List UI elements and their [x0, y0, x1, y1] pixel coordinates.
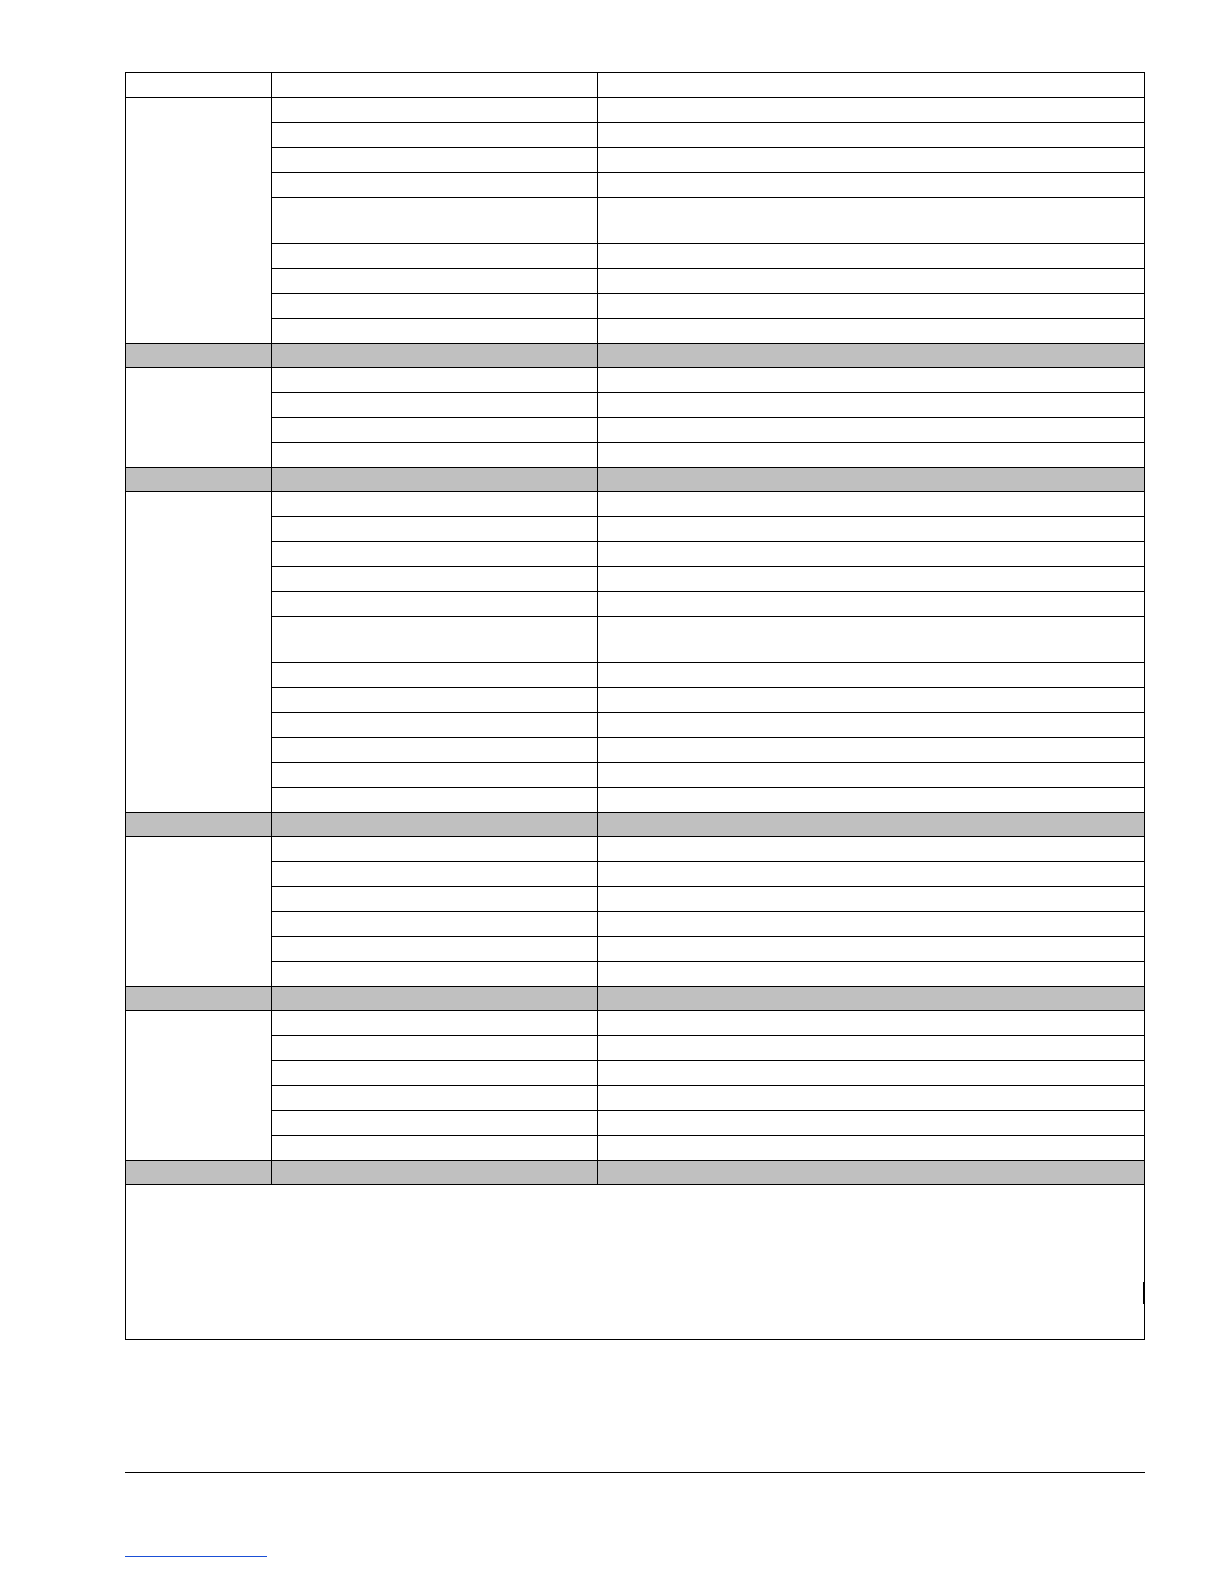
item-cell	[272, 1086, 598, 1111]
item-cell	[272, 713, 598, 738]
band-cell	[272, 813, 598, 837]
item-cell	[272, 837, 598, 862]
value-cell	[598, 788, 1145, 813]
notes-cell	[126, 1185, 1145, 1340]
value-cell	[598, 1011, 1145, 1036]
table-row	[126, 443, 1145, 468]
table-row	[126, 1111, 1145, 1136]
value-cell	[598, 517, 1145, 542]
section-band-row	[126, 987, 1145, 1011]
section-label-cell	[126, 837, 272, 987]
form-table-body	[126, 73, 1145, 1340]
item-cell	[272, 592, 598, 617]
item-cell	[272, 912, 598, 937]
item-cell	[272, 663, 598, 688]
table-row	[126, 173, 1145, 198]
value-cell	[598, 663, 1145, 688]
band-cell	[272, 987, 598, 1011]
table-row	[126, 148, 1145, 173]
table-row	[126, 294, 1145, 319]
value-cell	[598, 443, 1145, 468]
item-cell	[272, 198, 598, 244]
item-cell	[272, 173, 598, 198]
value-cell	[598, 763, 1145, 788]
table-row	[126, 198, 1145, 244]
value-cell	[598, 592, 1145, 617]
value-cell	[598, 887, 1145, 912]
section-band-row	[126, 1161, 1145, 1185]
table-row	[126, 592, 1145, 617]
item-cell	[272, 788, 598, 813]
value-cell	[598, 738, 1145, 763]
item-cell	[272, 319, 598, 344]
table-row	[126, 1061, 1145, 1086]
item-cell	[272, 123, 598, 148]
value-cell	[598, 418, 1145, 443]
band-cell	[126, 987, 272, 1011]
item-cell	[272, 269, 598, 294]
table-row	[126, 368, 1145, 393]
section-band-row	[126, 468, 1145, 492]
item-cell	[272, 98, 598, 123]
form-table	[125, 72, 1145, 1340]
band-cell	[598, 1161, 1145, 1185]
table-row	[126, 837, 1145, 862]
band-cell	[126, 468, 272, 492]
item-cell	[272, 542, 598, 567]
value-cell	[598, 937, 1145, 962]
footer-rule	[125, 1472, 1145, 1473]
band-cell	[126, 1161, 272, 1185]
item-cell	[272, 688, 598, 713]
value-cell	[598, 1061, 1145, 1086]
table-row	[126, 763, 1145, 788]
value-cell	[598, 393, 1145, 418]
item-cell	[272, 294, 598, 319]
item-cell	[272, 937, 598, 962]
value-cell	[598, 617, 1145, 663]
value-cell	[598, 567, 1145, 592]
table-row	[126, 269, 1145, 294]
table-row	[126, 244, 1145, 269]
value-cell	[598, 688, 1145, 713]
item-cell	[272, 567, 598, 592]
table-row	[126, 962, 1145, 987]
table-row	[126, 937, 1145, 962]
table-row	[126, 862, 1145, 887]
header-cell-item	[272, 73, 598, 98]
table-row	[126, 1136, 1145, 1161]
table-row	[126, 788, 1145, 813]
section-label-cell	[126, 1011, 272, 1161]
table-row	[126, 567, 1145, 592]
table-row	[126, 1011, 1145, 1036]
section-band-row	[126, 344, 1145, 368]
item-cell	[272, 368, 598, 393]
value-cell	[598, 368, 1145, 393]
value-cell	[598, 123, 1145, 148]
item-cell	[272, 1061, 598, 1086]
item-cell	[272, 1111, 598, 1136]
item-cell	[272, 1036, 598, 1061]
table-row	[126, 887, 1145, 912]
section-band-row	[126, 813, 1145, 837]
item-cell	[272, 962, 598, 987]
value-cell	[598, 862, 1145, 887]
band-cell	[598, 344, 1145, 368]
item-cell	[272, 1136, 598, 1161]
band-cell	[598, 468, 1145, 492]
value-cell	[598, 294, 1145, 319]
value-cell	[598, 98, 1145, 123]
value-cell	[598, 492, 1145, 517]
band-cell	[272, 468, 598, 492]
value-cell	[598, 269, 1145, 294]
band-cell	[126, 813, 272, 837]
table-row	[126, 1036, 1145, 1061]
header-cell-section	[126, 73, 272, 98]
table-row	[126, 492, 1145, 517]
item-cell	[272, 517, 598, 542]
item-cell	[272, 862, 598, 887]
value-cell	[598, 713, 1145, 738]
table-row	[126, 517, 1145, 542]
value-cell	[598, 1136, 1145, 1161]
header-cell-value	[598, 73, 1145, 98]
table-row	[126, 1086, 1145, 1111]
section-label-cell	[126, 98, 272, 344]
footer-link[interactable]	[125, 1556, 267, 1557]
value-cell	[598, 837, 1145, 862]
value-cell	[598, 244, 1145, 269]
value-cell	[598, 962, 1145, 987]
table-row	[126, 663, 1145, 688]
item-cell	[272, 492, 598, 517]
value-cell	[598, 542, 1145, 567]
item-cell	[272, 738, 598, 763]
value-cell	[598, 912, 1145, 937]
table-row	[126, 617, 1145, 663]
table-row	[126, 713, 1145, 738]
margin-mark	[1143, 1282, 1144, 1304]
table-row	[126, 98, 1145, 123]
band-cell	[126, 344, 272, 368]
item-cell	[272, 418, 598, 443]
section-label-cell	[126, 492, 272, 813]
value-cell	[598, 198, 1145, 244]
table-row	[126, 912, 1145, 937]
header-row	[126, 73, 1145, 98]
table-row	[126, 418, 1145, 443]
value-cell	[598, 1111, 1145, 1136]
band-cell	[272, 344, 598, 368]
table-row	[126, 123, 1145, 148]
value-cell	[598, 148, 1145, 173]
value-cell	[598, 1036, 1145, 1061]
item-cell	[272, 244, 598, 269]
item-cell	[272, 393, 598, 418]
item-cell	[272, 763, 598, 788]
section-label-cell	[126, 368, 272, 468]
band-cell	[598, 987, 1145, 1011]
table-row	[126, 393, 1145, 418]
table-row	[126, 542, 1145, 567]
value-cell	[598, 173, 1145, 198]
notes-row	[126, 1185, 1145, 1340]
value-cell	[598, 319, 1145, 344]
table-row	[126, 319, 1145, 344]
item-cell	[272, 443, 598, 468]
table-row	[126, 688, 1145, 713]
item-cell	[272, 148, 598, 173]
value-cell	[598, 1086, 1145, 1111]
item-cell	[272, 1011, 598, 1036]
item-cell	[272, 617, 598, 663]
band-cell	[598, 813, 1145, 837]
table-row	[126, 738, 1145, 763]
item-cell	[272, 887, 598, 912]
band-cell	[272, 1161, 598, 1185]
